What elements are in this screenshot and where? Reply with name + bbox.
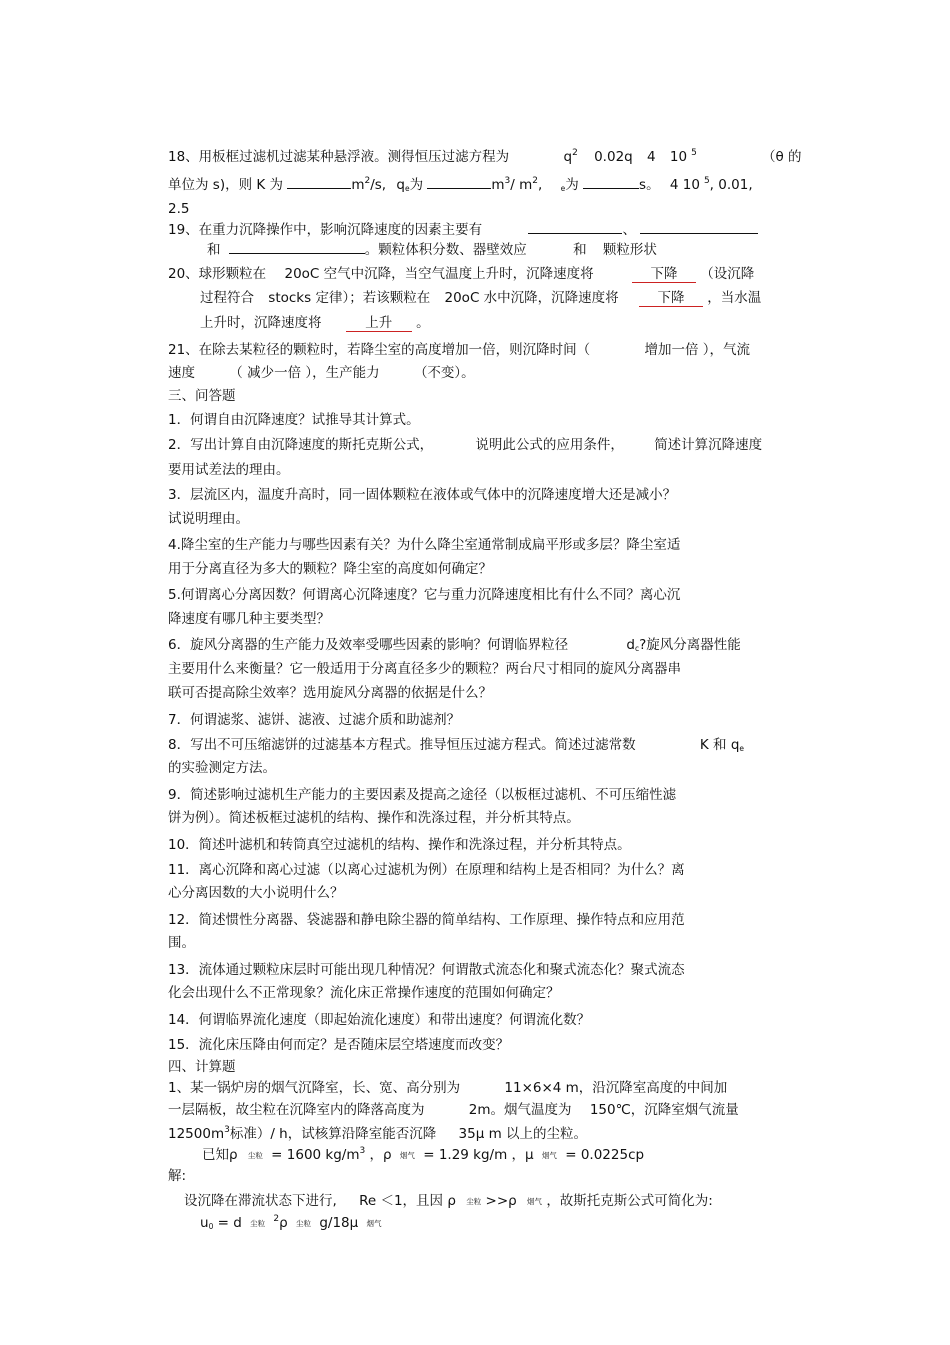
question-11-cont: 心分离因数的大小说明什么？	[168, 885, 344, 901]
question-3: 3．层流区内，温度升高时，同一固体颗粒在液体或气体中的沉降速度增大还是减小？	[168, 487, 677, 503]
q21-line2: 速度 （ 减少一倍 ），生产能力 （不变）。	[168, 365, 475, 381]
question-8-cont: 的实验测定方法。	[168, 760, 276, 776]
question-2: 2．写出计算自由沉降速度的斯托克斯公式， 说明此公式的应用条件， 简述计算沉降速度	[168, 437, 763, 453]
q20-line2: 过程符合 stocks 定律）；若该颗粒在 20oC 水中沉降，沉降速度将 下降 ，当水温	[200, 290, 762, 306]
blank-k[interactable]	[287, 176, 351, 189]
question-13: 13．流体通过颗粒床层时可能出现几种情况？何谓散式流态化和聚式流态化？聚式流态	[168, 962, 685, 978]
given-values: 已知ρ 尘粒 = 1600 $kg/m^3$ ，ρ 烟气 = 1.29 kg/m ，μ 烟气 = 0.0225cp	[202, 1146, 645, 1163]
question-4-cont: 用于分离直径为多大的颗粒？降尘室的高度如何确定？	[168, 561, 492, 577]
q19-line1: 19、在重力沉降操作中，影响沉降速度的因素主要有 、	[168, 221, 758, 238]
q20-line3: 上升时，沉降速度将 上升 。	[200, 315, 430, 331]
q18-line3: 2.5	[168, 201, 190, 217]
question-9: 9．简述影响过滤机生产能力的主要因素及提高之途径（以板框过滤机、不可压缩性滤	[168, 787, 677, 803]
question-5: 5.何谓离心分离因数？何谓离心沉降速度？它与重力沉降速度相比有什么不同？离心沉	[168, 587, 681, 603]
blank-qe[interactable]	[427, 176, 491, 189]
question-11: 11．离心沉降和离心过滤（以离心过滤机为例）在原理和结构上是否相同？为什么？离	[168, 862, 685, 878]
solution-label: 解:	[168, 1168, 187, 1184]
section3-title: 三、问答题	[168, 388, 236, 404]
question-8: 8．写出不可压缩滤饼的过滤基本方程式。推导恒压过滤方程式。简述过滤常数 K 和 $q_e$	[168, 737, 745, 753]
question-2-cont: 要用试差法的理由。	[168, 462, 290, 478]
section4-title: 四、计算题	[168, 1059, 236, 1075]
question-9-cont: 饼为例）。简述板框过滤机的结构、操作和洗涤过程，并分析其特点。	[168, 810, 580, 826]
question-12-cont: 围。	[168, 935, 195, 951]
problem-1-line3: $12500m^3$标准）/ h，试核算沿降室能否沉降 35μ m 以上的尘粒。	[168, 1125, 588, 1142]
question-6-cont1: 主要用什么来衡量？它一般适用于分离直径多少的颗粒？两台尺寸相同的旋风分离器串	[168, 661, 681, 677]
answer-20-1: 下降	[632, 266, 696, 283]
question-10: 10．简述叶滤机和转筒真空过滤机的结构、操作和洗涤过程，并分析其特点。	[168, 837, 631, 853]
solution-line1: 设沉降在滞流状态下进行, Re ＜1，且因 ρ 尘粒 >>ρ 烟气 ，故斯托克斯公式可简化为:	[184, 1193, 713, 1209]
question-3-cont: 试说明理由。	[168, 511, 249, 527]
q18-line2: 单位为 s)，则 K 为 $m^2/s$, $q_e$为 $m^3/$ $m^2$, $_e$为 s。 4 10 $^5$, 0.01,	[168, 176, 753, 193]
blank-19b[interactable]	[640, 221, 758, 234]
q21-line1: 21、在除去某粒径的颗粒时，若降尘室的高度增加一倍，则沉降时间（ 增加一倍 ），气流	[168, 342, 751, 358]
question-12: 12．简述惯性分离器、袋滤器和静电除尘器的简单结构、工作原理、操作特点和应用范	[168, 912, 685, 928]
question-5-cont: 降速度有哪几种主要类型？	[168, 611, 330, 627]
question-14: 14．何谓临界流化速度（即起始流化速度）和带出速度？何谓流化数？	[168, 1012, 591, 1028]
q18-line1: 18、用板框过滤机过滤某种悬浮液。测得恒压过滤方程为 $q^2$ 0.02q 4 10 $^5$	[168, 148, 697, 165]
q20-line1: 20、球形颗粒在 20oC 空气中沉降，当空气温度上升时，沉降速度将 下降 （设沉降	[168, 266, 755, 282]
question-1: 1．何谓自由沉降速度？试推导其计算式。	[168, 412, 420, 428]
answer-20-3: 上升	[346, 315, 412, 332]
problem-1-line1: 1、某一锅炉房的烟气沉降室，长、宽、高分别为 11×6×4 m，沿沉降室高度的中间加	[168, 1080, 728, 1096]
blank-19a[interactable]	[528, 221, 622, 234]
q19-line2: 和 。颗粒体积分数、器壁效应 和 颗粒形状	[207, 242, 657, 258]
question-4: 4.降尘室的生产能力与哪些因素有关？为什么降尘室通常制成扁平形或多层？降尘室适	[168, 537, 681, 553]
blank-theta-e[interactable]	[583, 176, 639, 189]
question-13-cont: 化会出现什么不正常现象？流化床正常操作速度的范围如何确定？	[168, 985, 560, 1001]
question-6-cont2: 联可否提高除尘效率？选用旋风分离器的依据是什么？	[168, 685, 492, 701]
q18-theta-note: （θ 的	[762, 149, 802, 165]
answer-20-2: 下降	[639, 290, 703, 307]
question-15: 15．流化床压降由何而定？是否随床层空塔速度而改变？	[168, 1037, 510, 1053]
blank-19c[interactable]	[229, 241, 365, 254]
stokes-formula: $u_0 = d$ 尘粒 $^2$ρ 尘粒 g/18μ 烟气	[200, 1214, 382, 1231]
question-7: 7．何谓滤浆、滤饼、滤液、过滤介质和助滤剂？	[168, 712, 461, 728]
problem-1-line2: 一层隔板，故尘粒在沉降室内的降落高度为 2m。烟气温度为 150℃，沉降室烟气流量	[168, 1102, 739, 1118]
question-6: 6．旋风分离器的生产能力及效率受哪些因素的影响？何谓临界粒径 $d_c$?旋风分离器性能	[168, 637, 741, 653]
